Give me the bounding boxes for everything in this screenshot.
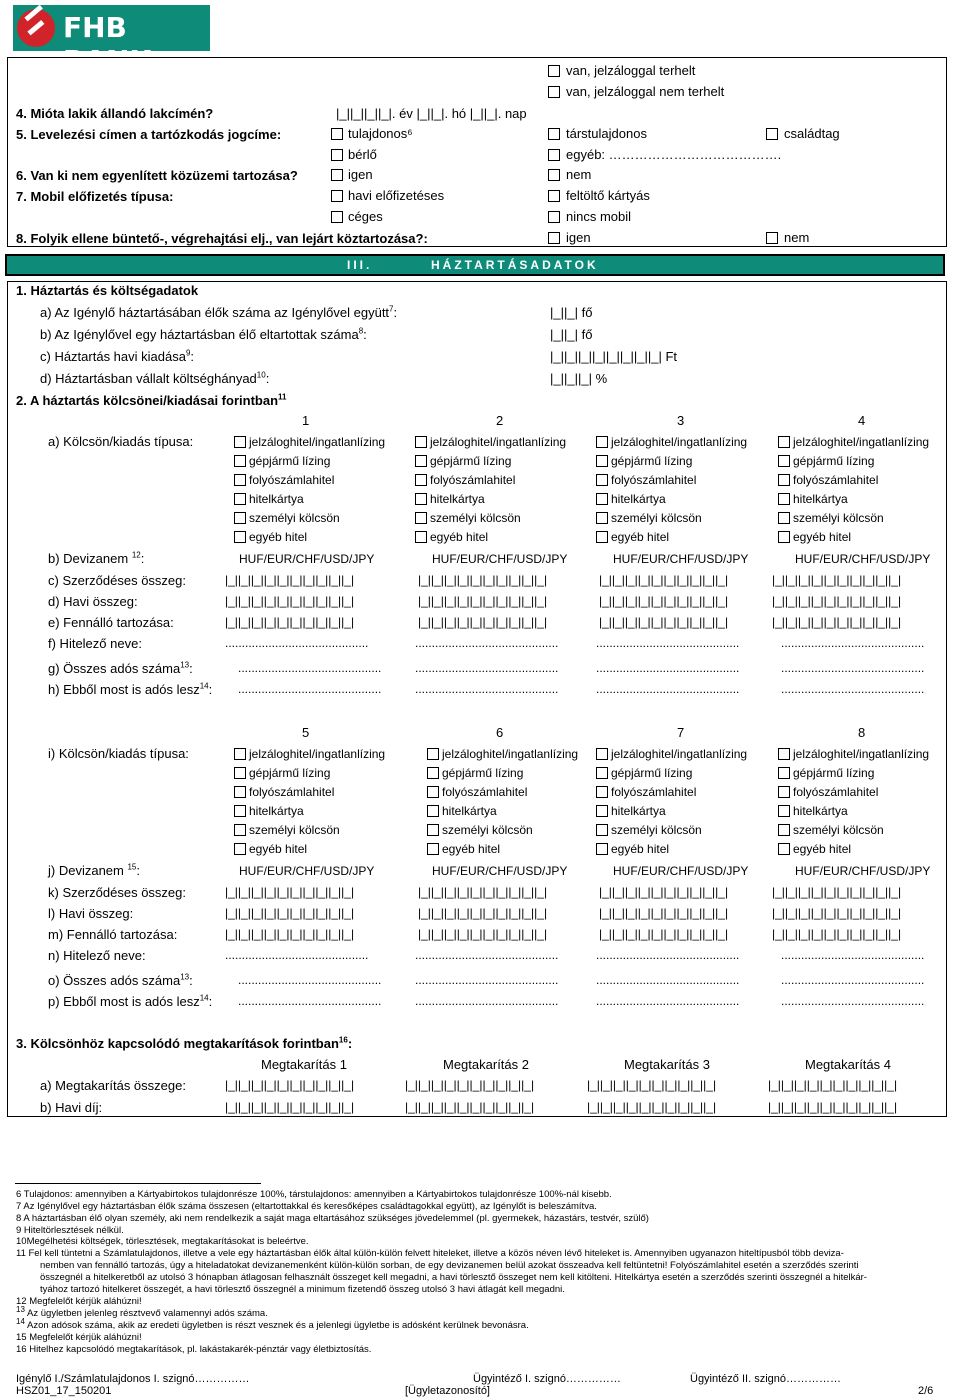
loan-amount-field[interactable]: |_||_||_||_||_||_||_||_||_||_| [599, 906, 729, 920]
footnote-10: 10Megélhetési költségek, törlesztések, megtakarításokat is beleértve. [16, 1236, 309, 1247]
loan-column-number: 6 [496, 725, 504, 740]
loan-amount-field[interactable]: |_||_||_||_||_||_||_||_||_||_| [599, 573, 729, 587]
fhb-bank-logo [13, 5, 210, 77]
loan-type-checkbox[interactable] [778, 748, 790, 760]
question-8: 8. Folyik ellene büntető-, végrehajtási elj., van lejárt köztartozása?: [16, 231, 428, 246]
loan-column-number: 3 [677, 413, 685, 428]
loan-type-checkbox[interactable] [778, 493, 790, 505]
loan-column-number: 4 [858, 413, 866, 428]
signature-agent-1: Ügyintéző I. szignó…………… [473, 1373, 621, 1385]
currency-options[interactable]: HUF/EUR/CHF/USD/JPY [613, 552, 749, 566]
footnote-separator [15, 1183, 261, 1184]
loan-type-checkbox[interactable] [778, 455, 790, 467]
footnote-14: $^{14}$ Azon adósok száma, akik az eredeti ügyletben is részt vesznek és a jelenlegi ügyletbe is adósként kerülnek bevonásra. [16, 1316, 529, 1331]
savings-amount-label: a) Megtakarítás összege: [40, 1078, 186, 1093]
loan-type-option: hitelkártya [793, 492, 848, 506]
loan-type-option: hitelkártya [611, 492, 666, 506]
loan-type-checkbox[interactable] [778, 531, 790, 543]
sec1-b-label: b) Az Igénylővel egy háztartásban élő eltartottak száma$^8$: [40, 326, 367, 342]
lender-name-label: f) Hitelező neve: [48, 636, 142, 651]
loan-type-checkbox[interactable] [415, 474, 427, 486]
dotted-input-field[interactable]: ........................................... [596, 948, 740, 962]
dotted-input-field[interactable]: ........................................... [596, 636, 740, 650]
personal-data-section [7, 57, 947, 247]
loan-type-checkbox[interactable] [234, 436, 246, 448]
loan-type-option: egyéb hitel [611, 530, 670, 544]
savings-col-4: Megtakarítás 4 [805, 1057, 891, 1072]
loan-type-checkbox[interactable] [234, 493, 246, 505]
savings-fee-label: b) Havi díj: [40, 1100, 103, 1115]
checkbox-egyeb[interactable] [548, 149, 560, 161]
option-ceges: céges [348, 209, 383, 224]
loan-amount-field[interactable]: |_||_||_||_||_||_||_||_||_||_| [599, 615, 729, 629]
savings-amount-field[interactable]: |_||_||_||_||_||_||_||_||_||_| [405, 1100, 535, 1114]
sec1-a-label: a) Az Igénylő háztartásában élők száma az Igénylővel együtt$^7$: [40, 304, 398, 320]
dotted-input-field[interactable]: ........................................... [596, 994, 740, 1008]
loan-type-option: gépjármű lízing [611, 766, 693, 780]
loan-type-checkbox[interactable] [415, 436, 427, 448]
dotted-input-field[interactable]: ........................................... [781, 973, 925, 987]
loan-type-option: hitelkártya [442, 804, 497, 818]
loan-type-option: jelzáloghitel/ingatlanlízing [611, 747, 748, 761]
loan-type-checkbox[interactable] [596, 493, 608, 505]
loan-fenn-label: e) Fennálló tartozása: [48, 615, 174, 630]
loan-type-option: folyószámlahitel [793, 785, 879, 799]
loan-type-checkbox[interactable] [234, 824, 246, 836]
footnote-16: 16 Hitelhez kapcsolódó megtakarítások, pl. lakástakarék-pénztár vagy életbiztosítás. [16, 1344, 372, 1355]
currency-options[interactable]: HUF/EUR/CHF/USD/JPY [432, 552, 568, 566]
loan-amount-field[interactable]: |_||_||_||_||_||_||_||_||_||_| [418, 927, 548, 941]
loan-amount-field[interactable]: |_||_||_||_||_||_||_||_||_||_| [772, 573, 902, 587]
signature-applicant: Igénylő I./Számlatulajdonos I. szignó…………… [16, 1373, 250, 1385]
question-7: 7. Mobil előfizetés típusa: [16, 189, 174, 204]
option-tulajdonos: tulajdonos⁶ [348, 126, 413, 141]
loan-type-checkbox[interactable] [596, 436, 608, 448]
loan-type-option: egyéb hitel [793, 842, 852, 856]
loan-type-option: gépjármű lízing [611, 454, 693, 468]
dotted-input-field[interactable]: ........................................... [415, 973, 559, 987]
sec2-title: 2. A háztartás kölcsönei/kiadásai forintban$^{11}$ [16, 392, 287, 408]
section-title: HÁZTARTÁSADATOK [431, 258, 599, 272]
loan-amount-field[interactable]: |_||_||_||_||_||_||_||_||_||_| [418, 906, 548, 920]
transaction-id: [Ügyletazonosító] [405, 1385, 490, 1397]
option-q6-nem: nem [566, 167, 592, 182]
savings-col-3: Megtakarítás 3 [624, 1057, 710, 1072]
section-banner [5, 254, 945, 276]
loan-amount-field[interactable]: |_||_||_||_||_||_||_||_||_||_| [772, 594, 902, 608]
loan-column-number: 8 [858, 725, 866, 740]
loan-type-checkbox[interactable] [234, 786, 246, 798]
loan-type-option: személyi kölcsön [442, 823, 533, 837]
loan-type-option: jelzáloghitel/ingatlanlízing [793, 747, 930, 761]
loan-amount-field[interactable]: |_||_||_||_||_||_||_||_||_||_| [599, 885, 729, 899]
dotted-input-field[interactable]: ........................................... [781, 661, 925, 675]
footnote-15: 15 Megfelelőt kérjük aláhúzni! [16, 1332, 142, 1343]
checkbox-havi-elofizeteses[interactable] [331, 190, 343, 202]
loan-column-number: 1 [302, 413, 310, 428]
loan-type-checkbox[interactable] [596, 474, 608, 486]
option-egyeb: egyéb: …………………………………. [566, 147, 782, 162]
loan-type-checkbox[interactable] [427, 748, 439, 760]
loan-type-option: folyószámlahitel [793, 473, 879, 487]
dotted-input-field[interactable]: ........................................... [238, 661, 382, 675]
currency-label: j) Devizanem $^{15}$: [48, 862, 141, 878]
loan-type-option: hitelkártya [249, 804, 304, 818]
total-debtors-label: g) Összes adós száma$^{13}$: [48, 660, 193, 676]
page-number: 2/6 [918, 1385, 934, 1397]
loan-type-checkbox[interactable] [596, 531, 608, 543]
loan-type-option: gépjármű lízing [430, 454, 512, 468]
loan-type-option: gépjármű lízing [249, 454, 331, 468]
dotted-input-field[interactable]: ........................................... [225, 636, 369, 650]
loan-type-checkbox[interactable] [234, 512, 246, 524]
loan-type-option: folyószámlahitel [611, 785, 697, 799]
cost-ratio-field[interactable]: |_||_||_| % [550, 371, 608, 386]
checkbox-q6-igen[interactable] [331, 169, 343, 181]
loan-type-option: személyi kölcsön [249, 823, 340, 837]
loan-type-checkbox[interactable] [427, 843, 439, 855]
loan-type-option: gépjármű lízing [249, 766, 331, 780]
loan-type-checkbox[interactable] [778, 843, 790, 855]
dotted-input-field[interactable]: ........................................... [596, 973, 740, 987]
dotted-input-field[interactable]: ........................................... [415, 948, 559, 962]
loan-szerz-label: k) Szerződéses összeg: [48, 885, 187, 900]
sec1-c-label: c) Háztartás havi kiadása$^9$: [40, 348, 195, 364]
footnote-11-line-3: összegnél a hitelkeretből az utolsó 3 hónapban átlagosan felhasznált összeget kell megadni, a havi törlesztő összeget nem kell kitölteni. Hitelkártya esetén a szerződés szerinti összegnél a hitelkár- [40, 1272, 867, 1283]
dotted-input-field[interactable]: ........................................... [238, 994, 382, 1008]
loan-type-option: hitelkártya [430, 492, 485, 506]
loan-amount-field[interactable]: |_||_||_||_||_||_||_||_||_||_| [225, 927, 355, 941]
loan-type-checkbox[interactable] [596, 824, 608, 836]
savings-col-1: Megtakarítás 1 [261, 1057, 347, 1072]
loan-type-option: egyéb hitel [249, 530, 308, 544]
loan-havi-label: d) Havi összeg: [48, 594, 138, 609]
option-terhelt: van, jelzáloggal terhelt [566, 63, 696, 78]
loan-type-option: egyéb hitel [249, 842, 308, 856]
loan-type-checkbox[interactable] [596, 843, 608, 855]
loan-amount-field[interactable]: |_||_||_||_||_||_||_||_||_||_| [225, 615, 355, 629]
dotted-input-field[interactable]: ........................................... [596, 682, 740, 696]
dotted-input-field[interactable]: ........................................... [225, 948, 369, 962]
footnote-8: 8 A háztartásban élő olyan személy, aki nem rendelkezik a saját maga eltartásához szükséges jövedelemmel (pl. gyermekek, házastárs, testvér, szülő) [16, 1213, 649, 1224]
savings-amount-field[interactable]: |_||_||_||_||_||_||_||_||_||_| [405, 1078, 535, 1092]
dotted-input-field[interactable]: ........................................... [596, 661, 740, 675]
loan-amount-field[interactable]: |_||_||_||_||_||_||_||_||_||_| [418, 615, 548, 629]
footnote-7: 7 Az Igénylővel egy háztartásban élők száma összesen (eltartottakkal és keresőképes családtagokkal együtt), az Igénylőt is beleszámítva. [16, 1201, 597, 1212]
loan-type-label: a) Kölcsön/kiadás típusa: [48, 434, 194, 449]
option-q6-igen: igen [348, 167, 373, 182]
loan-szerz-label: c) Szerződéses összeg: [48, 573, 187, 588]
signature-agent-2: Ügyintéző II. szignó…………… [690, 1373, 841, 1385]
total-debtors-label: o) Összes adós száma$^{13}$: [48, 972, 193, 988]
loan-type-checkbox[interactable] [596, 767, 608, 779]
form-code: HSZ01_17_150201 [16, 1385, 112, 1397]
loan-type-option: személyi kölcsön [611, 511, 702, 525]
dotted-input-field[interactable]: ........................................... [781, 948, 925, 962]
loan-type-option: folyószámlahitel [430, 473, 516, 487]
loan-amount-field[interactable]: |_||_||_||_||_||_||_||_||_||_| [599, 594, 729, 608]
loan-column-number: 2 [496, 413, 504, 428]
footnote-9: 9 Hiteltörlesztések nélkül. [16, 1225, 124, 1236]
dependents-count-field[interactable]: |_||_| fő [550, 327, 593, 342]
option-q8-nem: nem [784, 230, 810, 245]
loan-type-option: folyószámlahitel [249, 785, 335, 799]
checkbox-nincs-mobil[interactable] [548, 211, 560, 223]
dotted-input-field[interactable]: ........................................... [415, 994, 559, 1008]
loan-type-option: egyéb hitel [442, 842, 501, 856]
loan-amount-field[interactable]: |_||_||_||_||_||_||_||_||_||_| [225, 594, 355, 608]
loan-type-option: gépjármű lízing [793, 454, 875, 468]
question-4: 4. Mióta lakik állandó lakcímén? [16, 106, 214, 121]
dotted-input-field[interactable]: ........................................... [781, 682, 925, 696]
loan-fenn-label: m) Fennálló tartozása: [48, 927, 178, 942]
loan-type-checkbox[interactable] [415, 531, 427, 543]
savings-amount-field[interactable]: |_||_||_||_||_||_||_||_||_||_| [225, 1078, 355, 1092]
loan-type-option: hitelkártya [249, 492, 304, 506]
loan-type-option: hitelkártya [611, 804, 666, 818]
bank-logo-icon [17, 9, 55, 47]
loan-type-option: jelzáloghitel/ingatlanlízing [249, 747, 386, 761]
checkbox-ceges[interactable] [331, 211, 343, 223]
loan-type-checkbox[interactable] [778, 824, 790, 836]
loan-type-option: egyéb hitel [611, 842, 670, 856]
monthly-expense-field[interactable]: |_||_||_||_||_||_||_||_| Ft [550, 349, 678, 364]
footnote-11-line-4: tyához tartozó hitelkeret összegét, a havi törlesztő összegnél a minimum fizetendő összeg utolsó 3 havi átlagát kell megadni. [40, 1284, 565, 1295]
remaining-debtors-label: p) Ebből most is adós lesz$^{14}$: [48, 993, 213, 1009]
checkbox-nem-terhelt[interactable] [548, 86, 560, 98]
question-5: 5. Levelezési címen a tartózkodás jogcíme: [16, 127, 282, 142]
option-nem-terhelt: van, jelzáloggal nem terhelt [566, 84, 725, 99]
dotted-input-field[interactable]: ........................................... [238, 973, 382, 987]
loan-amount-field[interactable]: |_||_||_||_||_||_||_||_||_||_| [225, 885, 355, 899]
option-q8-igen: igen [566, 230, 591, 245]
footnote-6: 6 Tulajdonos: amennyiben a Kártyabirtokos tulajdonrésze 100%, társtulajdonos: amennyiben a Kártyabirtokos tulajdonrésze 100%-nál kisebb. [16, 1189, 612, 1200]
loan-type-checkbox[interactable] [596, 748, 608, 760]
loan-type-checkbox[interactable] [234, 805, 246, 817]
loan-type-option: személyi kölcsön [249, 511, 340, 525]
loan-amount-field[interactable]: |_||_||_||_||_||_||_||_||_||_| [599, 927, 729, 941]
savings-amount-field[interactable]: |_||_||_||_||_||_||_||_||_||_| [587, 1100, 717, 1114]
footnote-11-line-2: nemben van fennálló tartozás, úgy a hiteladatokat devizanemenként külön-külön sorban, de egy devizanemen belül azokat összeadva kell feltüntetni! Folyószámlahitel esetén a szerződés szerinti [40, 1260, 859, 1271]
option-feltolto: feltöltő kártyás [566, 188, 650, 203]
dotted-input-field[interactable]: ........................................... [415, 661, 559, 675]
checkbox-csaladtag[interactable] [766, 128, 778, 140]
loan-amount-field[interactable]: |_||_||_||_||_||_||_||_||_||_| [418, 885, 548, 899]
loan-type-option: gépjármű lízing [442, 766, 524, 780]
checkbox-q8-igen[interactable] [548, 232, 560, 244]
loan-type-checkbox[interactable] [596, 786, 608, 798]
option-nincs-mobil: nincs mobil [566, 209, 632, 224]
savings-amount-field[interactable]: |_||_||_||_||_||_||_||_||_||_| [587, 1078, 717, 1092]
loan-type-option: jelzáloghitel/ingatlanlízing [430, 435, 567, 449]
currency-options[interactable]: HUF/EUR/CHF/USD/JPY [613, 864, 749, 878]
logo-text: FHB BANK [63, 11, 152, 77]
loan-type-checkbox[interactable] [778, 474, 790, 486]
checkbox-terhelt[interactable] [548, 65, 560, 77]
dotted-input-field[interactable]: ........................................... [415, 636, 559, 650]
loan-type-option: jelzáloghitel/ingatlanlízing [611, 435, 748, 449]
loan-type-checkbox[interactable] [427, 786, 439, 798]
loan-type-checkbox[interactable] [427, 767, 439, 779]
currency-options[interactable]: HUF/EUR/CHF/USD/JPY [239, 552, 375, 566]
loan-type-checkbox[interactable] [234, 531, 246, 543]
loan-type-checkbox[interactable] [234, 474, 246, 486]
savings-amount-field[interactable]: |_||_||_||_||_||_||_||_||_||_| [768, 1078, 898, 1092]
currency-options[interactable]: HUF/EUR/CHF/USD/JPY [795, 864, 931, 878]
loan-type-option: hitelkártya [793, 804, 848, 818]
section-number: III. [347, 258, 373, 272]
lender-name-label: n) Hitelező neve: [48, 948, 146, 963]
loan-type-checkbox[interactable] [415, 493, 427, 505]
currency-options[interactable]: HUF/EUR/CHF/USD/JPY [432, 864, 568, 878]
loan-type-option: folyószámlahitel [611, 473, 697, 487]
loan-type-option: személyi kölcsön [611, 823, 702, 837]
checkbox-q6-nem[interactable] [548, 169, 560, 181]
loan-amount-field[interactable]: |_||_||_||_||_||_||_||_||_||_| [772, 906, 902, 920]
loan-type-checkbox[interactable] [234, 748, 246, 760]
loan-type-option: személyi kölcsön [430, 511, 521, 525]
loan-type-option: folyószámlahitel [249, 473, 335, 487]
option-csaladtag: családtag [784, 126, 840, 141]
loan-type-checkbox[interactable] [427, 805, 439, 817]
currency-options[interactable]: HUF/EUR/CHF/USD/JPY [239, 864, 375, 878]
remaining-debtors-label: h) Ebből most is adós lesz$^{14}$: [48, 681, 213, 697]
loan-type-checkbox[interactable] [778, 436, 790, 448]
dotted-input-field[interactable]: ........................................... [781, 636, 925, 650]
loan-type-option: egyéb hitel [793, 530, 852, 544]
loan-amount-field[interactable]: |_||_||_||_||_||_||_||_||_||_| [225, 906, 355, 920]
loan-type-checkbox[interactable] [234, 455, 246, 467]
dotted-input-field[interactable]: ........................................... [238, 682, 382, 696]
option-tarstulajdonos: társtulajdonos [566, 126, 647, 141]
option-havi-elofizeteses: havi előfizetéses [348, 188, 445, 203]
footnote-13: $^{13}$ Az ügyletben jelenleg résztvevő valamennyi adós száma. [16, 1304, 268, 1319]
loan-havi-label: l) Havi összeg: [48, 906, 134, 921]
loan-type-checkbox[interactable] [234, 843, 246, 855]
savings-amount-field[interactable]: |_||_||_||_||_||_||_||_||_||_| [225, 1100, 355, 1114]
savings-col-2: Megtakarítás 2 [443, 1057, 529, 1072]
checkbox-q8-nem[interactable] [766, 232, 778, 244]
loan-amount-field[interactable]: |_||_||_||_||_||_||_||_||_||_| [772, 885, 902, 899]
currency-label: b) Devizanem $^{12}$: [48, 550, 145, 566]
loan-type-option: gépjármű lízing [793, 766, 875, 780]
loan-type-checkbox[interactable] [596, 455, 608, 467]
loan-type-checkbox[interactable] [778, 767, 790, 779]
checkbox-tulajdonos[interactable] [331, 128, 343, 140]
residence-date-field[interactable]: |_||_||_||_|. év |_||_|. hó |_||_|. nap [336, 106, 527, 121]
loan-type-checkbox[interactable] [778, 512, 790, 524]
loan-type-checkbox[interactable] [778, 805, 790, 817]
currency-options[interactable]: HUF/EUR/CHF/USD/JPY [795, 552, 931, 566]
checkbox-berlo[interactable] [331, 149, 343, 161]
loan-amount-field[interactable]: |_||_||_||_||_||_||_||_||_||_| [772, 927, 902, 941]
footnote-12: 12 Megfelelőt kérjük aláhúzni! [16, 1296, 142, 1307]
loan-type-checkbox[interactable] [596, 805, 608, 817]
loan-amount-field[interactable]: |_||_||_||_||_||_||_||_||_||_| [418, 594, 548, 608]
footnote-11-line-1: 11 Fel kell tüntetni a Számlatulajdonos, illetve a vele egy háztartásban élők által külön-külön felvett hiteleket, illetve a közös néven lévő hiteleket is. Amennyiben ugyanazon hiteltípusból több devizа- [16, 1248, 844, 1259]
loan-column-number: 5 [302, 725, 310, 740]
loan-amount-field[interactable]: |_||_||_||_||_||_||_||_||_||_| [225, 573, 355, 587]
loan-type-checkbox[interactable] [234, 767, 246, 779]
question-6: 6. Van ki nem egyenlített közüzemi tartozása? [16, 168, 298, 183]
loan-type-checkbox[interactable] [427, 824, 439, 836]
loan-column-number: 7 [677, 725, 685, 740]
loan-type-checkbox[interactable] [415, 455, 427, 467]
sec1-d-label: d) Háztartásban vállalt költséghányad$^{10}$: [40, 370, 270, 386]
loan-type-checkbox[interactable] [778, 786, 790, 798]
dotted-input-field[interactable]: ........................................... [781, 994, 925, 1008]
loan-type-option: folyószámlahitel [442, 785, 528, 799]
loan-amount-field[interactable]: |_||_||_||_||_||_||_||_||_||_| [772, 615, 902, 629]
loan-type-option: személyi kölcsön [793, 823, 884, 837]
loan-type-checkbox[interactable] [415, 512, 427, 524]
loan-type-checkbox[interactable] [596, 512, 608, 524]
loan-type-label: i) Kölcsön/kiadás típusa: [48, 746, 189, 761]
loan-type-option: jelzáloghitel/ingatlanlízing [249, 435, 386, 449]
household-count-field[interactable]: |_||_| fő [550, 305, 593, 320]
sec1-title: 1. Háztartás és költségadatok [16, 283, 199, 298]
checkbox-feltolto[interactable] [548, 190, 560, 202]
dotted-input-field[interactable]: ........................................... [415, 682, 559, 696]
option-berlo: bérlő [348, 147, 377, 162]
loan-type-option: jelzáloghitel/ingatlanlízing [442, 747, 579, 761]
loan-type-option: személyi kölcsön [793, 511, 884, 525]
loan-type-option: egyéb hitel [430, 530, 489, 544]
loan-amount-field[interactable]: |_||_||_||_||_||_||_||_||_||_| [418, 573, 548, 587]
sec3-title: 3. Kölcsönhöz kapcsolódó megtakarítások forintban$^{16}$: [16, 1035, 353, 1051]
savings-amount-field[interactable]: |_||_||_||_||_||_||_||_||_||_| [768, 1100, 898, 1114]
loan-type-option: jelzáloghitel/ingatlanlízing [793, 435, 930, 449]
checkbox-tarstulajdonos[interactable] [548, 128, 560, 140]
